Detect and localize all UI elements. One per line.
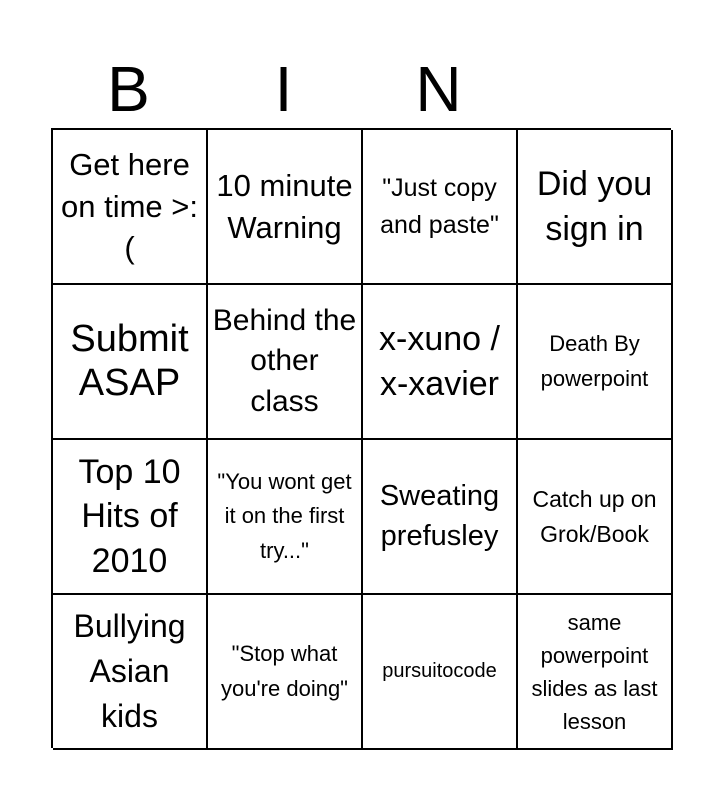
bingo-cell-text: Top 10 Hits of 2010 <box>78 453 181 580</box>
bingo-cell-text: Did you sign in <box>536 165 653 248</box>
bingo-cell[interactable] <box>518 130 673 285</box>
bingo-cell-text: Death By powerpoint <box>540 331 649 391</box>
bingo-cell-text: "You wont get it on the first try..." <box>217 469 352 563</box>
bingo-card-grid <box>51 128 671 748</box>
bingo-cell-text: same powerpoint slides as last lesson <box>531 609 658 734</box>
bingo-cell-text: "Just copy and paste" <box>380 174 499 239</box>
bingo-cell-text: 10 minute Warning <box>216 167 353 245</box>
bingo-cell[interactable] <box>518 440 673 595</box>
bingo-cell-text: pursuitocode <box>382 660 497 682</box>
bingo-cell-text: Catch up on Grok/Book <box>532 486 657 547</box>
bingo-cell-text: x-xuno / x-xavier <box>379 320 500 403</box>
header-letter-b: B <box>107 53 150 125</box>
bingo-cell-text: Submit ASAP <box>70 317 189 404</box>
bingo-cell-text: Bullying Asian kids <box>73 608 186 734</box>
header-letter-n: N <box>415 53 462 125</box>
bingo-cell-text: Behind the other class <box>212 303 357 418</box>
bingo-cell-text: Sweating prefusley <box>379 480 500 552</box>
bingo-cell[interactable] <box>518 595 673 750</box>
bingo-cell[interactable] <box>208 595 363 750</box>
bingo-cell[interactable] <box>53 130 208 285</box>
bingo-cell[interactable] <box>53 440 208 595</box>
bingo-cell-text: Get here on time >:( <box>61 146 198 266</box>
bingo-cell[interactable] <box>363 130 518 285</box>
bingo-cell[interactable] <box>53 285 208 440</box>
bingo-cell[interactable] <box>363 440 518 595</box>
bingo-cell[interactable] <box>208 130 363 285</box>
bingo-header <box>51 50 671 128</box>
bingo-cell-text: "Stop what you're doing" <box>221 641 348 701</box>
bingo-cell[interactable] <box>518 285 673 440</box>
bingo-cell[interactable] <box>208 440 363 595</box>
bingo-cell[interactable] <box>363 285 518 440</box>
bingo-cell[interactable] <box>53 595 208 750</box>
header-letter-i: I <box>274 53 293 125</box>
bingo-cell[interactable] <box>363 595 518 750</box>
bingo-cell[interactable] <box>208 285 363 440</box>
